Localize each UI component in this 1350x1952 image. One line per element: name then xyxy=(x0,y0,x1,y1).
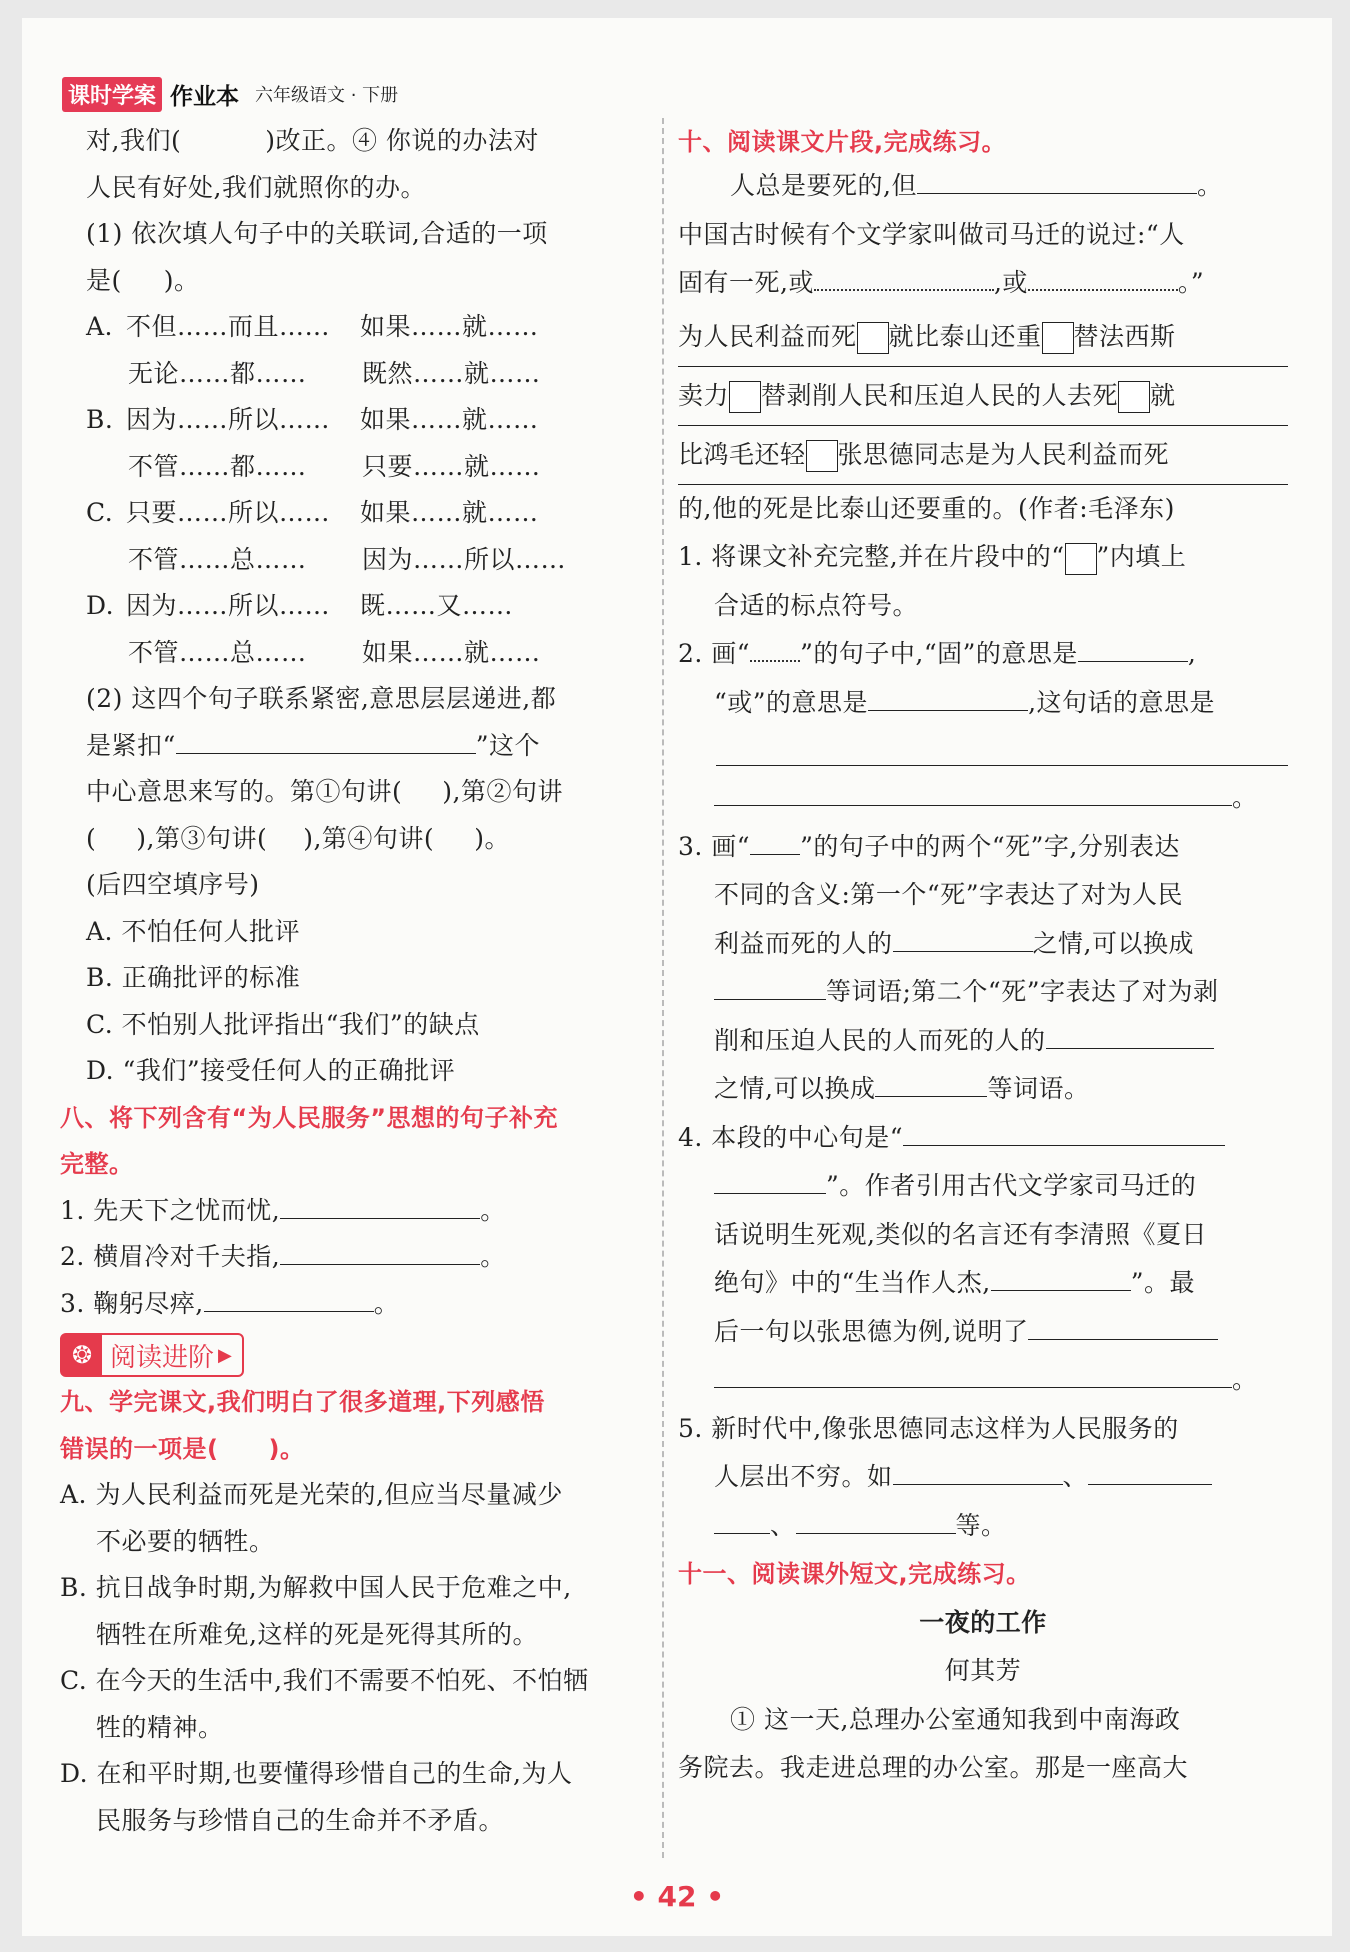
option-c[interactable]: C. 只要……所以…… 如果……就…… xyxy=(86,498,539,527)
runner-icon: ❂ xyxy=(62,1335,102,1375)
text-line: 削和压迫人民的人而死的人的 xyxy=(678,1017,1288,1066)
story-line: ① 这一天,总理办公室通知我到中南海政 xyxy=(730,1704,1181,1734)
section-8-heading-cont: 完整。 xyxy=(60,1150,134,1178)
answer-blank[interactable] xyxy=(1028,263,1178,291)
punctuation-box[interactable] xyxy=(806,440,838,472)
answer-blank[interactable] xyxy=(176,727,476,754)
answer-blank[interactable] xyxy=(991,1264,1131,1291)
option-d-line2: 不管……总…… 如果……就…… xyxy=(128,637,541,667)
answer-line[interactable] xyxy=(714,779,1232,806)
left-column xyxy=(60,118,670,1844)
story-author: 何其芳 xyxy=(944,1656,1022,1685)
excerpt-line: 人总是要死的,但 。 xyxy=(678,162,1288,211)
excerpt-line: 比鸿毛还轻 张思德同志是为人民利益而死 xyxy=(678,426,1288,485)
punctuation-box[interactable] xyxy=(1042,322,1074,354)
underline-mark xyxy=(750,828,800,855)
answer-blank[interactable] xyxy=(917,167,1197,194)
text-line: 、 等。 xyxy=(678,1502,1288,1551)
question-7-2: (2) 这四个句子联系紧密,意思层层递进,都 xyxy=(86,684,557,713)
text-line: 之情,可以换成 等词语。 xyxy=(678,1065,1288,1114)
text-line: 绝句》中的“生当作人杰, ”。最 xyxy=(678,1259,1288,1308)
arrow-icon: ▶ xyxy=(218,1344,232,1366)
punctuation-box[interactable] xyxy=(857,322,889,354)
text-line: 牲的精神。 xyxy=(96,1712,224,1742)
answer-blank[interactable] xyxy=(893,925,1033,952)
section-9-heading: 九、学完课文,我们明白了很多道理,下列感悟 xyxy=(60,1388,545,1416)
text-line: 话说明生死观,类似的名言还有李清照《夏日 xyxy=(714,1219,1207,1249)
answer-blank[interactable] xyxy=(714,1507,770,1534)
text-line: 牺牲在所难免,这样的死是死得其所的。 xyxy=(96,1619,538,1649)
excerpt-line: 中国古时候有个文学家叫做司马迁的说过:“人 xyxy=(678,219,1185,249)
text-line: 。 xyxy=(678,774,1288,823)
question-1: 1. 将课文补充完整,并在片段中的“ ”内填上 xyxy=(678,533,1288,582)
text-line: ”。作者引用古代文学家司马迁的 xyxy=(678,1162,1288,1211)
right-column xyxy=(678,122,1288,1793)
choice-d[interactable]: D. “我们”接受任何人的正确批评 xyxy=(86,1056,456,1085)
workbook-page xyxy=(22,18,1332,1936)
answer-blank[interactable] xyxy=(714,973,826,1000)
page-header xyxy=(62,76,398,112)
option-a[interactable]: A. 不但……而且…… 如果……就…… xyxy=(86,312,539,341)
s9-option-d[interactable]: D. 在和平时期,也要懂得珍惜自己的生命,为人 xyxy=(60,1759,573,1788)
question-3: 3. 画“ ”的句子中的两个“死”字,分别表达 xyxy=(678,823,1288,872)
text-line: 合适的标点符号。 xyxy=(714,590,919,620)
fill-item-2: 2. 横眉冷对千夫指, 。 xyxy=(60,1234,670,1281)
choice-c[interactable]: C. 不怕别人批评指出“我们”的缺点 xyxy=(86,1009,480,1039)
answer-blank[interactable] xyxy=(893,1458,1063,1485)
section-8-heading: 八、将下列含有“为人民服务”思想的句子补充 xyxy=(60,1103,559,1132)
section-10-heading: 十、阅读课文片段,完成练习。 xyxy=(678,128,1007,156)
answer-line[interactable] xyxy=(716,737,1288,766)
box-symbol xyxy=(1065,543,1097,575)
section-9-heading-cont: 错误的一项是( )。 xyxy=(60,1434,305,1463)
text-line: 是紧扣“ ”这个 xyxy=(60,723,670,770)
question-7-1: (1) 依次填人句子中的关联词,合适的一项 xyxy=(86,219,548,248)
book-subtitle: 六年级语文 · 下册 xyxy=(255,85,399,106)
option-b[interactable]: B. 因为……所以…… 如果……就…… xyxy=(86,405,539,434)
text-line: 中心意思来写的。第①句讲( ),第②句讲 xyxy=(86,777,563,806)
text-line: 等词语;第二个“死”字表达了对为剥 xyxy=(678,968,1288,1017)
s9-option-c[interactable]: C. 在今天的生活中,我们不需要不怕死、不怕牺 xyxy=(60,1666,589,1695)
punctuation-box[interactable] xyxy=(1118,381,1150,413)
reading-advanced-banner: ❂ 阅读进阶 ▶ xyxy=(60,1333,244,1377)
answer-blank[interactable] xyxy=(1046,1022,1214,1049)
excerpt-line: 卖力 替剥削人民和压迫人民的人去死 就 xyxy=(678,367,1288,426)
excerpt-line: 为人民利益而死 就比泰山还重 替法西斯 xyxy=(678,308,1288,367)
answer-blank[interactable] xyxy=(1028,1313,1218,1340)
answer-blank[interactable] xyxy=(796,1507,956,1534)
story-title: 一夜的工作 xyxy=(919,1607,1047,1637)
text-line: 人民有好处,我们就照你的办。 xyxy=(86,172,426,202)
option-a-line2: 无论……都…… 既然……就…… xyxy=(128,358,541,388)
text-line: 民服务与珍惜自己的生命并不矛盾。 xyxy=(96,1805,505,1835)
choice-b[interactable]: B. 正确批评的标准 xyxy=(86,963,301,992)
question-2: 2. 画“ ”的句子中,“固”的意思是 , xyxy=(678,630,1288,679)
section-11-heading: 十一、阅读课外短文,完成练习。 xyxy=(678,1560,1031,1588)
fill-item-1: 1. 先天下之忧而忧, 。 xyxy=(60,1188,670,1235)
answer-blank[interactable] xyxy=(903,1119,1225,1146)
page-number: • 42 • xyxy=(629,1880,725,1913)
text-line: 是( )。 xyxy=(86,265,200,295)
text-line: 。 xyxy=(678,1356,1288,1405)
answer-blank[interactable] xyxy=(280,1238,480,1265)
choice-a[interactable]: A. 不怕任何人批评 xyxy=(86,916,300,946)
excerpt-line: 固有一死,或 ,或 。” xyxy=(678,259,1288,308)
book-title: 作业本 xyxy=(170,83,240,110)
question-5: 5. 新时代中,像张思德同志这样为人民服务的 xyxy=(678,1413,1179,1443)
text-line: 人层出不穷。如 、 xyxy=(678,1453,1288,1502)
text-line: 不同的含义:第一个“死”字表达了对为人民 xyxy=(714,880,1183,909)
answer-blank[interactable] xyxy=(1088,1458,1212,1485)
s9-option-a[interactable]: A. 为人民利益而死是光荣的,但应当尽量减少 xyxy=(60,1480,563,1509)
text-line: 对,我们( )改正。④ 你说的办法对 xyxy=(86,126,539,155)
answer-blank[interactable] xyxy=(280,1192,480,1219)
text-line: “或”的意思是 ,这句话的意思是 xyxy=(678,679,1288,728)
answer-blank[interactable] xyxy=(1078,635,1188,662)
text-line: 不必要的牺牲。 xyxy=(96,1526,275,1556)
text-line: 利益而死的人的 之情,可以换成 xyxy=(678,920,1288,969)
wavy-mark xyxy=(750,634,800,662)
s9-option-b[interactable]: B. 抗日战争时期,为解救中国人民于危难之中, xyxy=(60,1573,572,1602)
answer-blank[interactable] xyxy=(714,1167,826,1194)
option-d[interactable]: D. 因为……所以…… 既……又…… xyxy=(86,591,514,620)
excerpt-line: 的,他的死是比泰山还要重的。(作者:毛泽东) xyxy=(678,493,1175,523)
story-line: 务院去。我走进总理的办公室。那是一座高大 xyxy=(678,1753,1189,1782)
text-line: (后四空填序号) xyxy=(86,870,260,899)
punctuation-box[interactable] xyxy=(729,381,761,413)
brand-logo: 课时学案 xyxy=(62,77,162,112)
answer-blank[interactable] xyxy=(814,263,994,291)
answer-blank[interactable] xyxy=(868,684,1028,711)
answer-line[interactable] xyxy=(714,1361,1232,1388)
text-line: 后一句以张思德为例,说明了 xyxy=(678,1308,1288,1357)
question-4: 4. 本段的中心句是“ xyxy=(678,1114,1288,1163)
option-b-line2: 不管……都…… 只要……就…… xyxy=(128,451,541,481)
answer-blank[interactable] xyxy=(204,1285,374,1312)
fill-item-3: 3. 鞠躬尽瘁, 。 xyxy=(60,1281,670,1328)
option-c-line2: 不管……总…… 因为……所以…… xyxy=(128,544,567,574)
text-line: ( ),第③句讲( ),第④句讲( )。 xyxy=(86,823,510,853)
answer-blank[interactable] xyxy=(875,1070,987,1097)
